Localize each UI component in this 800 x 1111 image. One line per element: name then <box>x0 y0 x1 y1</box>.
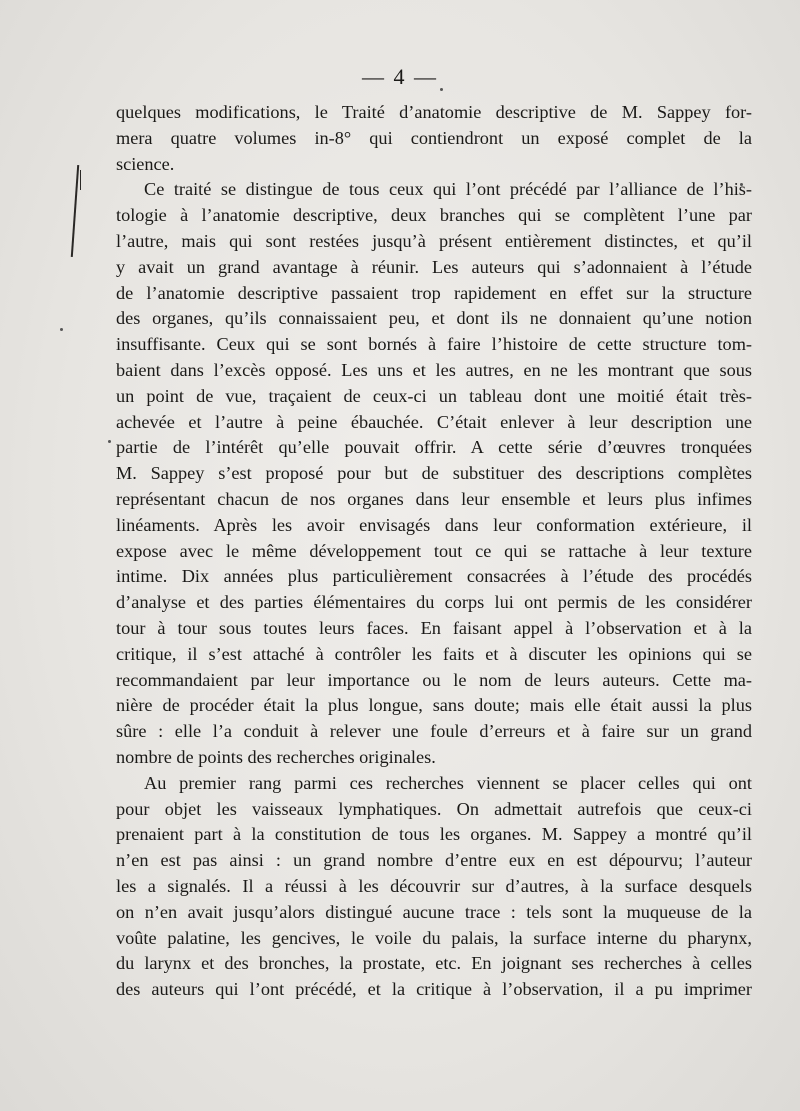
text-line: mera quatre volumes in-8° qui contiendront un exposé complet de la <box>116 127 752 148</box>
text-line: science. <box>116 153 175 174</box>
text-line: intime. Dix années plus particulièrement consacrées à l’étude des procédés <box>116 566 752 587</box>
text-line: prenaient part à la constitution de tous les organes. M. Sappey a montré qu’il <box>116 824 752 845</box>
text-line: Ce traité se distingue de tous ceux qui l’ont précédé par l’alliance de l’his- <box>144 179 752 200</box>
text-line: nombre de points des recherches originales. <box>116 746 436 767</box>
text-line: baient dans l’excès opposé. Les uns et les autres, en ne les montrant que sous <box>116 359 752 380</box>
body-text <box>116 100 752 1003</box>
text-line: quelques modifications, le Traité d’anatomie descriptive de M. Sappey for- <box>116 102 752 122</box>
margin-pencil-tick <box>80 170 81 190</box>
text-line: achevée et l’autre à peine ébauchée. C’était enlever à leur description une <box>116 411 752 432</box>
text-line: les a signalés. Il a réussi à les découvrir sur d’autres, à la surface desquels <box>116 875 752 896</box>
text-line: sûre : elle l’a conduit à relever une foule d’erreurs et à faire sur un grand <box>116 721 752 742</box>
text-line: on n’en avait jusqu’alors distingué aucune trace : tels sont la muqueuse de la <box>116 901 752 922</box>
text-line: partie de l’intérêt qu’elle pouvait offrir. A cette série d’œuvres tronquées <box>116 437 752 458</box>
text-line: nière de procéder était la plus longue, sans doute; mais elle était aussi la plus <box>116 695 752 716</box>
text-line: du larynx et des bronches, la prostate, etc. En joignant ses recherches à celles <box>116 953 752 974</box>
page-number: — 4 — <box>362 64 438 89</box>
text-line: critique, il s’est attaché à contrôler les faits et à discuter les opinions qui se <box>116 643 752 664</box>
text-line: voûte palatine, les gencives, le voile du palais, la surface interne du pharynx, <box>116 927 752 948</box>
text-line: Au premier rang parmi ces recherches viennent se placer celles qui ont <box>144 772 752 793</box>
speck <box>440 88 443 91</box>
text-line: linéaments. Après les avoir envisagés dans leur conformation extérieure, il <box>116 514 752 535</box>
text-line: insuffisante. Ceux qui se sont bornés à faire l’histoire de cette structure tom- <box>116 334 752 355</box>
text-line: un point de vue, traçaient de ceux-ci un tableau dont une moitié était très- <box>116 385 752 406</box>
speck <box>108 440 111 443</box>
text-line: représentant chacun de nos organes dans leur ensemble et leurs plus infimes <box>116 488 752 509</box>
text-line: n’en est pas ainsi : un grand nombre d’entre eux en est dépourvu; l’auteur <box>116 850 752 871</box>
text-line: des organes, qu’ils connaissaient peu, et dont ils ne donnaient qu’une notion <box>116 308 752 329</box>
margin-pencil-mark <box>71 165 79 257</box>
text-line: de l’anatomie descriptive passaient trop rapidement en effet sur la structure <box>116 282 752 303</box>
speck <box>60 328 63 331</box>
text-line: d’analyse et des parties élémentaires du corps lui ont permis de les considérer <box>116 592 752 613</box>
text-line: tour à tour sous toutes leurs faces. En faisant appel à l’observation et à la <box>116 617 752 638</box>
text-line: recommandaient par leur importance ou le nom de leurs auteurs. Cette ma- <box>116 669 752 690</box>
text-line: des auteurs qui l’ont précédé, et la critique à l’observation, il a pu imprimer <box>116 979 752 1000</box>
text-line: l’autre, mais qui sont restées jusqu’à présent entièrement distinctes, et qu’il <box>116 230 752 251</box>
text-line: expose avec le même développement tout ce qui se rattache à leur texture <box>116 540 752 561</box>
text-line: pour objet les vaisseaux lymphatiques. On admettait autrefois que ceux-ci <box>116 798 752 819</box>
text-line: y avait un grand avantage à réunir. Les auteurs qui s’adonnaient à l’étude <box>116 256 752 277</box>
text-line: tologie à l’anatomie descriptive, deux branches qui se complètent l’une par <box>116 205 752 226</box>
text-line: M. Sappey s’est proposé pour but de substituer des descriptions complètes <box>116 463 752 484</box>
